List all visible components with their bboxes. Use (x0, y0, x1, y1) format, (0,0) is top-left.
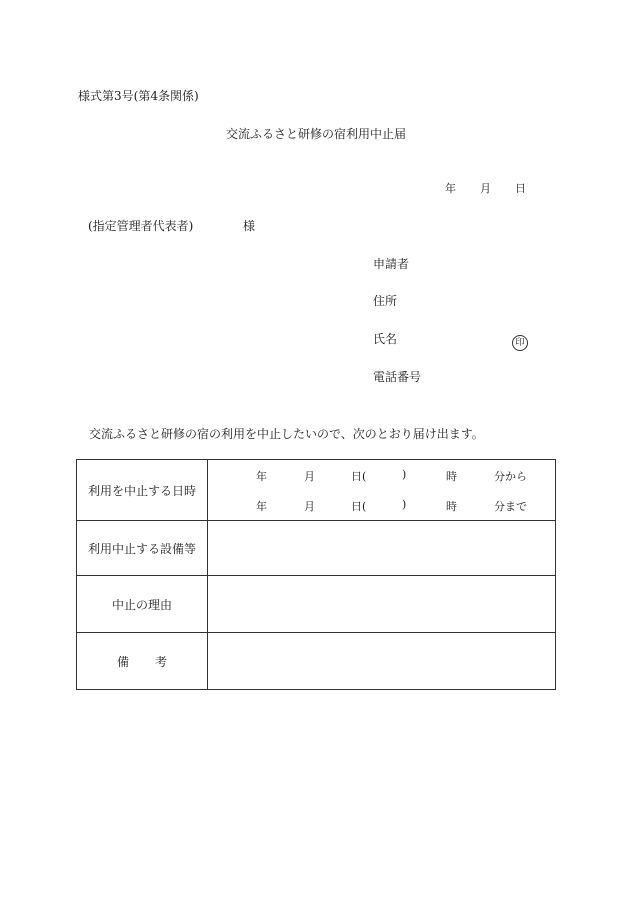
applicant-heading: 申請者 (373, 257, 410, 271)
remarks-label-cell (77, 633, 208, 690)
reason-label-cell (77, 576, 208, 633)
phone-label: 電話番号 (373, 370, 422, 384)
name-label: 氏名 (373, 332, 398, 346)
datetime-label-cell (77, 460, 208, 521)
seal-mark (512, 330, 528, 351)
datetime-from-row (208, 460, 555, 490)
from-month: 月 (304, 470, 315, 483)
date-day-label: 日 (515, 182, 526, 195)
datetime-to-row (208, 490, 555, 520)
from-day-open: 日( (351, 470, 367, 483)
remarks-value-cell[interactable] (208, 633, 556, 690)
from-hour: 時 (446, 470, 457, 483)
from-year: 年 (256, 470, 267, 483)
facility-value-cell[interactable] (208, 521, 556, 576)
address-label: 住所 (373, 294, 398, 308)
remarks-label-part1: 備 (116, 654, 129, 669)
form-number: 様式第3号(第4条関係) (78, 89, 199, 103)
to-day-close: ) (402, 498, 407, 511)
to-day-open: 日( (351, 500, 367, 513)
statement-text: 交流ふるさと研修の宿の利用を中止したいので、次のとおり届け出ます。 (89, 427, 484, 441)
date-year-label: 年 (445, 182, 456, 195)
from-minute: 分から (494, 470, 527, 483)
date-month-label: 月 (480, 182, 491, 195)
reason-label: 中止の理由 (111, 597, 172, 612)
facility-label-cell (77, 521, 208, 576)
page-title: 交流ふるさと研修の宿利用中止届 (226, 127, 407, 141)
to-month: 月 (304, 500, 315, 513)
cancellation-form-table (76, 459, 556, 690)
to-hour: 時 (446, 500, 457, 513)
addressee-honorific: 様 (243, 219, 256, 233)
datetime-value-cell[interactable] (208, 460, 556, 521)
facility-label: 利用中止する設備等 (87, 541, 196, 556)
to-minute: 分まで (494, 500, 527, 513)
from-day-close: ) (402, 468, 407, 481)
seal-icon: 印 (512, 335, 528, 351)
datetime-label: 利用を中止する日時 (87, 483, 196, 498)
reason-value-cell[interactable] (208, 576, 556, 633)
addressee-name: (指定管理者代表者) (88, 219, 194, 233)
remarks-label-part2: 考 (155, 654, 168, 669)
to-year: 年 (256, 500, 267, 513)
